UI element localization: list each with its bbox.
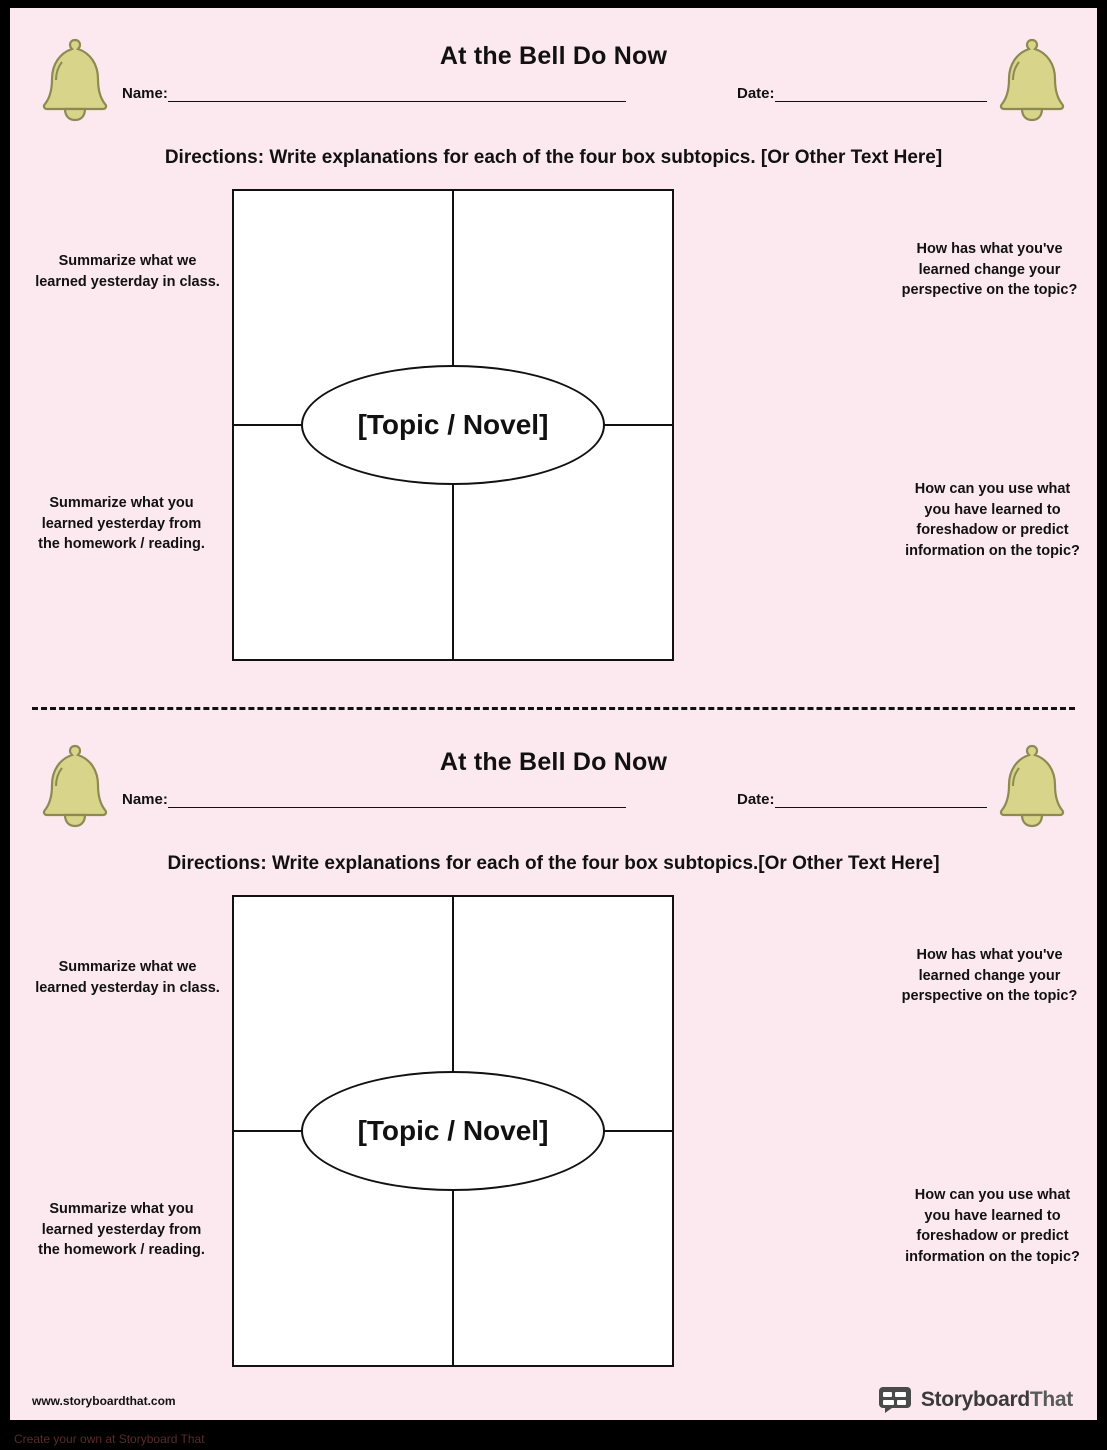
date-rule[interactable] — [775, 793, 987, 808]
label-top-left: Summarize what we learned yesterday in class. — [35, 253, 220, 290]
horizontal-divider — [234, 424, 672, 426]
cut-line-divider — [32, 707, 1075, 710]
label-bottom-left: Summarize what you learned yesterday from the homework / reading. — [38, 1201, 205, 1259]
label-top-right: How has what you've learned change your perspective on the topic? — [901, 947, 1078, 1005]
page-title: At the Bell Do Now — [439, 748, 668, 776]
page-title: At the Bell Do Now — [439, 42, 668, 70]
date-field[interactable] — [737, 791, 987, 808]
label-bottom-left: Summarize what you learned yesterday from the homework / reading. — [38, 495, 205, 553]
worksheet-page — [10, 8, 1097, 1420]
label-top-right: How has what you've learned change your perspective on the topic? — [901, 241, 1078, 299]
brand-name-text: Storyboard — [920, 1388, 1030, 1411]
name-field[interactable] — [122, 85, 626, 102]
brand-suffix-text: That — [1029, 1388, 1073, 1411]
name-field[interactable] — [122, 791, 626, 808]
worksheet-bottom — [10, 714, 1097, 1420]
date-field[interactable] — [737, 85, 987, 102]
label-bottom-right: How can you use what you have learned to foreshadow or predict information on the topic? — [905, 481, 1080, 559]
name-date-row — [10, 791, 1097, 831]
date-label: Date: — [737, 85, 775, 102]
worksheet-top — [10, 8, 1097, 714]
four-box-diagram — [10, 895, 1097, 1375]
directions-text: Directions: Write explanations for each of the four box subtopics.[Or Other Text Here] — [167, 853, 940, 874]
four-box-diagram — [10, 189, 1097, 669]
brand-logo[interactable] — [878, 1386, 1073, 1414]
four-quadrant-box[interactable] — [232, 189, 674, 661]
four-quadrant-box[interactable] — [232, 895, 674, 1367]
date-rule[interactable] — [775, 87, 987, 102]
date-label: Date: — [737, 791, 775, 808]
name-label: Name: — [122, 791, 168, 808]
bottom-note: Create your own at Storyboard That — [10, 1428, 270, 1450]
name-rule[interactable] — [168, 87, 626, 102]
label-top-left: Summarize what we learned yesterday in class. — [35, 959, 220, 996]
footer-url[interactable]: www.storyboardthat.com — [32, 1394, 176, 1408]
brand-name — [921, 1388, 1073, 1412]
horizontal-divider — [234, 1130, 672, 1132]
center-topic-ellipse[interactable]: [Topic / Novel] — [301, 1071, 605, 1191]
storyboardthat-logo-icon — [878, 1386, 912, 1414]
name-date-row — [10, 85, 1097, 125]
center-topic-ellipse[interactable]: [Topic / Novel] — [301, 365, 605, 485]
label-bottom-right: How can you use what you have learned to foreshadow or predict information on the topic? — [905, 1187, 1080, 1265]
name-label: Name: — [122, 85, 168, 102]
name-rule[interactable] — [168, 793, 626, 808]
directions-text: Directions: Write explanations for each of the four box subtopics. [Or Other Text Here] — [164, 147, 943, 168]
